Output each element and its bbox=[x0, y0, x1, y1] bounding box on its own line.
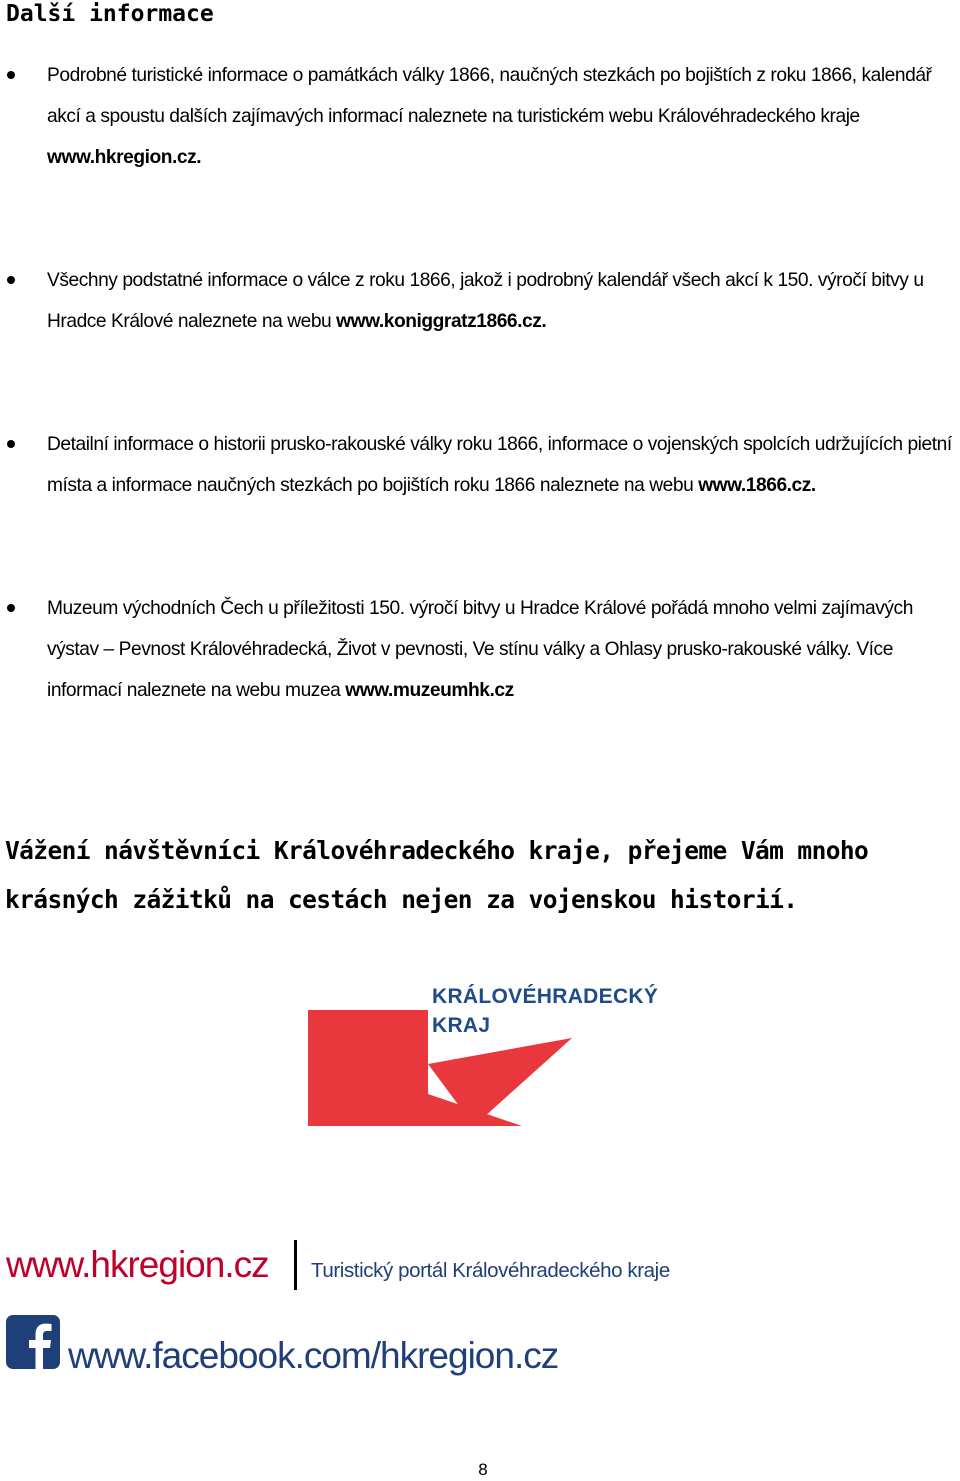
info-list bbox=[0, 55, 960, 711]
logo-line-1: KRÁLOVÉHRADECKÝ bbox=[432, 985, 659, 1008]
muzeumhk-link[interactable]: www.muzeumhk.cz bbox=[345, 680, 514, 701]
bullet-text: Všechny podstatné informace o válce z roku 1866, jakož i podrobný kalendář všech akcí k 150. výročí bitvy u Hradce Králové naleznete na webu bbox=[47, 270, 924, 332]
koniggratz-link[interactable]: www.koniggratz1866.cz. bbox=[336, 311, 547, 332]
hkregion-link[interactable]: www.hkregion.cz. bbox=[47, 147, 202, 168]
section-heading: Další informace bbox=[6, 1, 214, 27]
greeting-text: Vážení návštěvníci Královéhradeckého kraje, přejeme Vám mnoho krásných zážitků na cestách nejen za vojenskou historií. bbox=[5, 836, 869, 914]
logo-text bbox=[432, 982, 658, 1040]
list-item bbox=[0, 588, 960, 711]
bullet-text: Muzeum východních Čech u příležitosti 150. výročí bitvy u Hradce Králové pořádá mnoho velmi zajímavých výstav – Pevnost Královéhradecká, Život v pevnosti, Ve stínu války a Ohlasy prusko-rakouské války. Více informací naleznete na webu muzea bbox=[47, 598, 913, 701]
bullet-icon bbox=[7, 604, 15, 612]
list-item bbox=[0, 260, 960, 342]
list-item bbox=[0, 424, 960, 506]
divider bbox=[294, 1240, 297, 1290]
bullet-icon bbox=[7, 71, 15, 79]
bullet-icon bbox=[7, 276, 15, 284]
bullet-text: Podrobné turistické informace o památkách války 1866, naučných stezkách po bojištích z roku 1866, kalendář akcí a spoustu dalších zajímavých informací naleznete na turistickém webu Královéhradeckého kraje bbox=[47, 65, 932, 127]
1866-link[interactable]: www.1866.cz. bbox=[698, 475, 816, 496]
page-number: 8 bbox=[478, 1460, 488, 1479]
list-item bbox=[0, 55, 960, 178]
bullet-icon bbox=[7, 440, 15, 448]
facebook-icon[interactable] bbox=[6, 1315, 60, 1369]
bullet-text: Detailní informace o historii prusko-rakouské války roku 1866, informace o vojenských spolcích udržujících pietní místa a informace naučných stezkách po bojištích roku 1866 naleznete na webu bbox=[47, 434, 952, 496]
portal-caption: Turistický portál Královéhradeckého kraje bbox=[311, 1259, 670, 1282]
logo-line-2: KRAJ bbox=[432, 1014, 491, 1037]
hkregion-web-link[interactable]: www.hkregion.cz bbox=[6, 1244, 269, 1285]
facebook-link[interactable]: www.facebook.com/hkregion.cz bbox=[68, 1335, 559, 1376]
